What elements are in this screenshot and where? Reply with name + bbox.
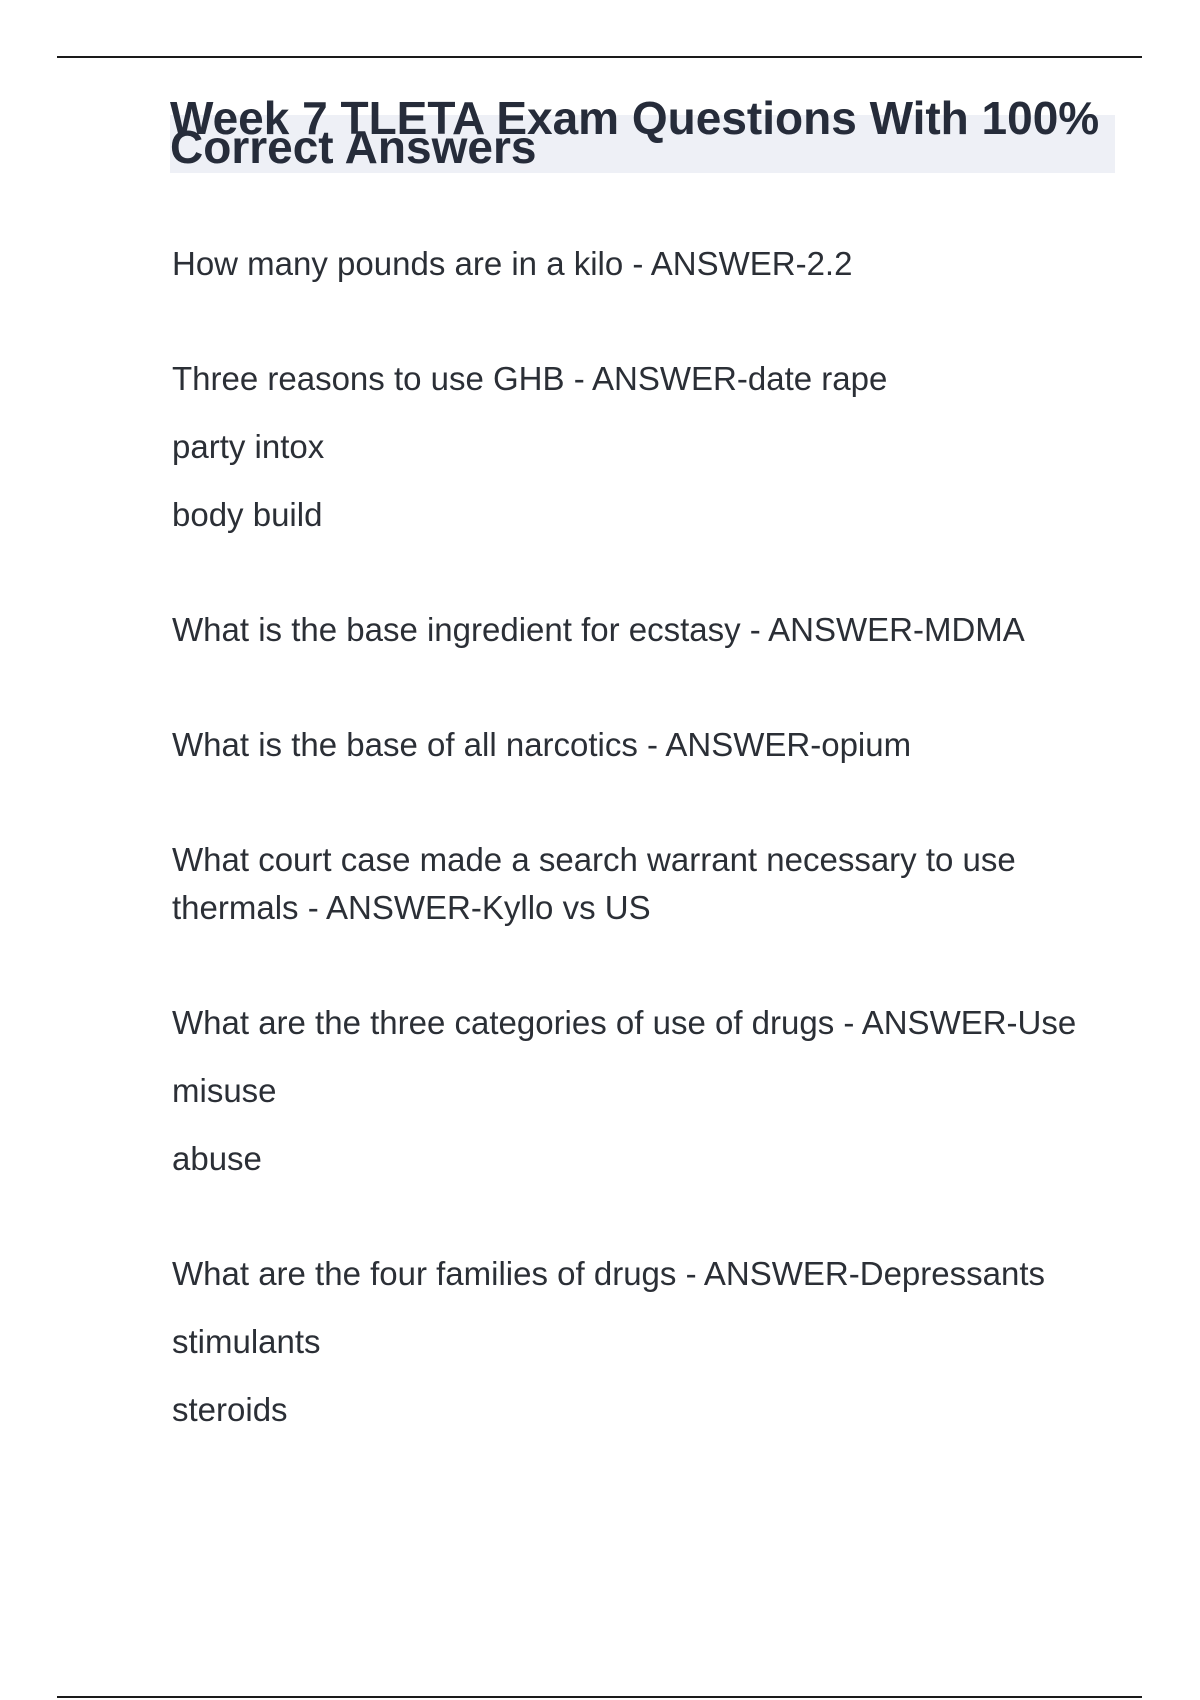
answer-line: abuse [172,1140,262,1177]
qa-item [172,836,1122,932]
title-block [170,92,1115,173]
qa-item [172,999,1122,1183]
question-answer: What are the four families of drugs - ANSWER-Depressants [172,1255,1045,1292]
answer-line: body build [172,496,323,533]
qa-item [172,240,1122,288]
answer-line: party intox [172,428,325,465]
question-answer: What are the three categories of use of drugs - ANSWER-Use [172,1004,1077,1041]
qa-list [172,240,1122,1501]
answer-line: steroids [172,1391,288,1428]
qa-item [172,1250,1122,1434]
qa-item [172,606,1122,654]
question-answer: Three reasons to use GHB - ANSWER-date rape [172,360,888,397]
top-divider [57,56,1142,58]
question-answer: What court case made a search warrant necessary to use thermals - ANSWER-Kyllo vs US [172,841,1016,926]
page-title: Week 7 TLETA Exam Questions With 100% Correct Answers [170,92,1100,173]
bottom-divider [57,1696,1142,1698]
qa-item [172,721,1122,769]
qa-item [172,355,1122,539]
question-answer: What is the base ingredient for ecstasy - ANSWER-MDMA [172,611,1025,648]
answer-line: misuse [172,1072,277,1109]
question-answer: What is the base of all narcotics - ANSWER-opium [172,726,912,763]
question-answer: How many pounds are in a kilo - ANSWER-2.2 [172,245,853,282]
answer-line: stimulants [172,1323,321,1360]
